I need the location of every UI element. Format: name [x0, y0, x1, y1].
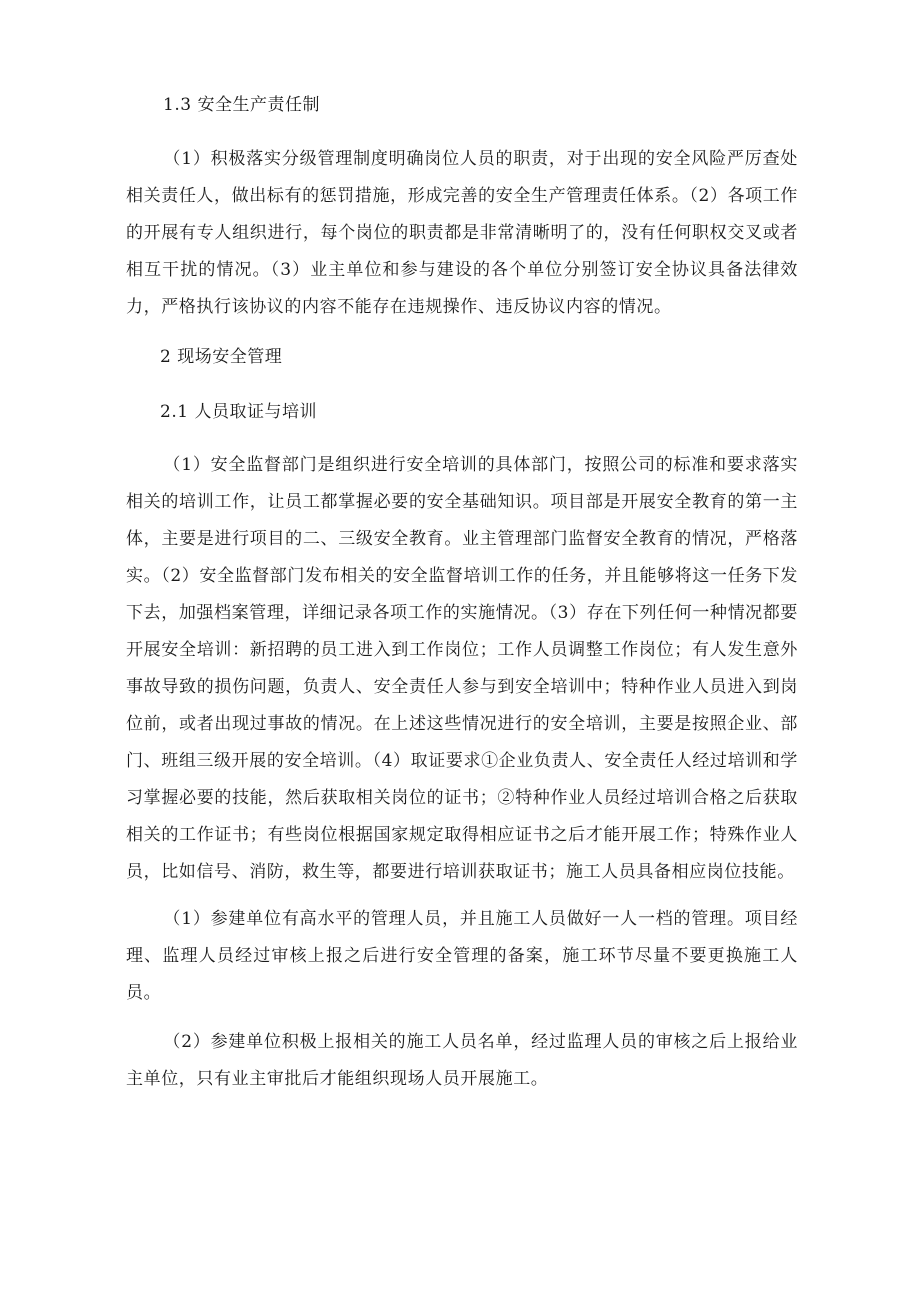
section-heading-1-3: 1.3 安全生产责任制	[163, 95, 320, 115]
section-heading-2: 2 现场安全管理	[160, 347, 283, 367]
section-heading-2-1: 2.1 人员取证与培训	[160, 402, 317, 422]
paragraph-management-personnel: （1）参建单位有高水平的管理人员，并且施工人员做好一人一档的管理。项目经理、监理人员经过审核上报之后进行安全管理的备案，施工环节尽量不要更换施工人员。	[126, 909, 798, 1003]
paragraph-construction-roster: （2）参建单位积极上报相关的施工人员名单，经过监理人员的审核之后上报给业主单位，只有业主审批后才能组织现场人员开展施工。	[126, 1032, 798, 1089]
paragraph-safety-responsibility: （1）积极落实分级管理制度明确岗位人员的职责，对于出现的安全风险严厉查处相关责任人，做出标有的惩罚措施，形成完善的安全生产管理责任体系。（2）各项工作的开展有专人组织进行，每个岗位的职责都是非常清晰明了的，没有任何职权交叉或者相互干扰的情况。（3）业主单位和参与建设的各个单位分别签订安全协议具备法律效力，严格执行该协议的内容不能存在违规操作、违反协议内容的情况。	[126, 149, 798, 317]
paragraph-personnel-training: （1）安全监督部门是组织进行安全培训的具体部门，按照公司的标准和要求落实相关的培训工作，让员工都掌握必要的安全基础知识。项目部是开展安全教育的第一主体，主要是进行项目的二、三级安全教育。业主管理部门监督安全教育的情况，严格落实。（2）安全监督部门发布相关的安全监督培训工作的任务，并且能够将这一任务下发下去，加强档案管理，详细记录各项工作的实施情况。（3）存在下列任何一种情况都要开展安全培训：新招聘的员工进入到工作岗位；工作人员调整工作岗位；有人发生意外事故导致的损伤问题，负责人、安全责任人参与到安全培训中；特种作业人员进入到岗位前，或者出现过事故的情况。在上述这些情况进行的安全培训，主要是按照企业、部门、班组三级开展的安全培训。（4）取证要求①企业负责人、安全责任人经过培训和学习掌握必要的技能，然后获取相关岗位的证书；②特种作业人员经过培训合格之后获取相关的工作证书；有些岗位根据国家规定取得相应证书之后才能开展工作；特殊作业人员，比如信号、消防，救生等，都要进行培训获取证书；施工人员具备相应岗位技能。	[126, 455, 798, 882]
